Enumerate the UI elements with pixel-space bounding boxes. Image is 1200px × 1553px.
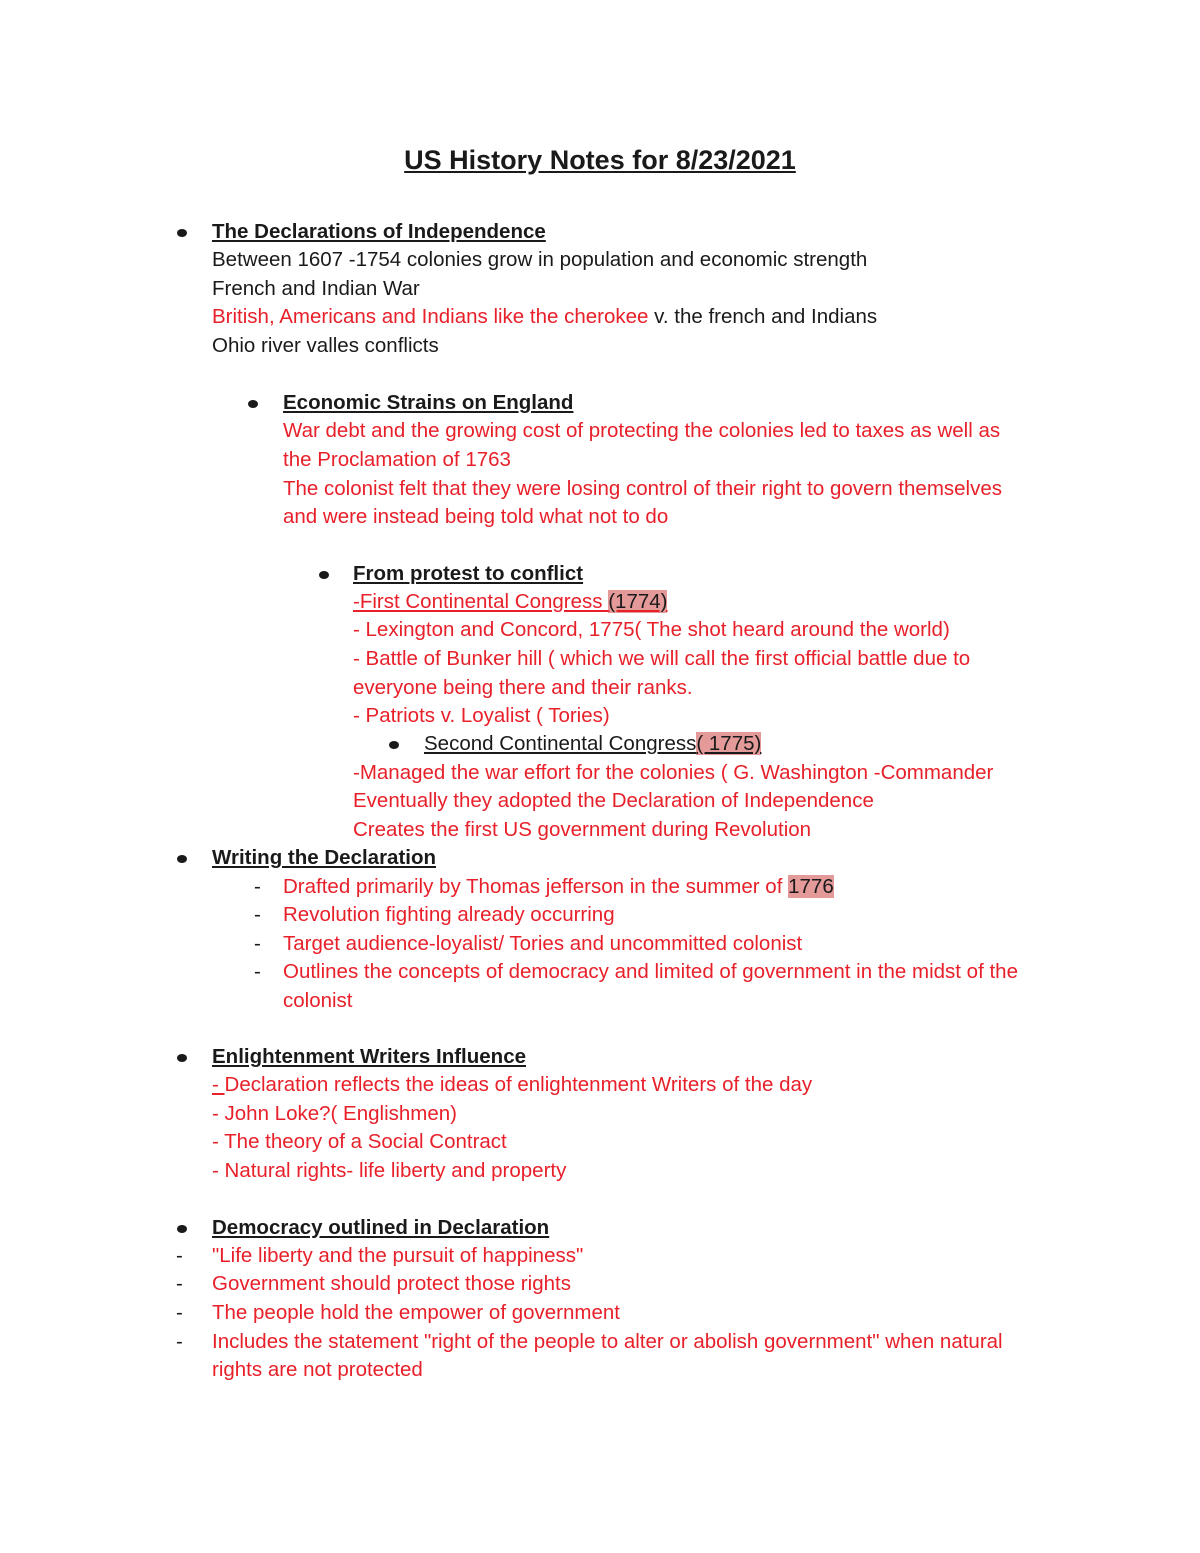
note-line: - Battle of Bunker hill ( which we will call the first official battle due to <box>353 647 971 670</box>
list-item: The people hold the empower of government <box>212 1301 620 1324</box>
note-line <box>424 731 761 757</box>
note-line: Creates the first US government during Revolution <box>353 818 812 841</box>
note-line <box>212 304 877 330</box>
note-line: Eventually they adopted the Declaration of Independence <box>353 789 874 812</box>
list-item-continuation: colonist <box>283 989 353 1012</box>
list-item-continuation: rights are not protected <box>212 1358 423 1381</box>
note-line: -Managed the war effort for the colonies ( G. Washington -Commander <box>353 761 994 784</box>
note-line: and were instead being told what not to do <box>283 505 669 528</box>
dash-marker: - <box>254 960 261 983</box>
note-line <box>353 589 667 615</box>
section-heading-protest-conflict: From protest to conflict <box>353 562 584 585</box>
list-item: Target audience-loyalist/ Tories and uncommitted colonist <box>283 932 803 955</box>
section-heading-enlightenment: Enlightenment Writers Influence <box>212 1045 526 1068</box>
dash-marker: - <box>254 875 261 898</box>
section-heading-economic-strains: Economic Strains on England <box>283 391 574 414</box>
highlight-date: (1774) <box>608 590 668 613</box>
dash-marker: - <box>176 1301 183 1324</box>
note-line: the Proclamation of 1763 <box>283 448 511 471</box>
note-text: - <box>212 1073 225 1096</box>
note-line: French and Indian War <box>212 277 420 300</box>
bullet-icon <box>319 571 329 579</box>
dash-marker: - <box>176 1330 183 1353</box>
note-text: v. the french and Indians <box>648 305 878 328</box>
list-item: Revolution fighting already occurring <box>283 903 615 926</box>
note-line: - Lexington and Concord, 1775( The shot heard around the world) <box>353 618 950 641</box>
dash-marker: - <box>176 1244 183 1267</box>
note-text: Drafted primarily by Thomas jefferson in the summer of <box>283 875 789 898</box>
note-line: The colonist felt that they were losing control of their right to govern themselves <box>283 477 1003 500</box>
bullet-icon <box>177 229 187 237</box>
note-text: -First Continental Congress <box>353 590 609 613</box>
dash-marker: - <box>176 1272 183 1295</box>
list-item: Includes the statement "right of the people to alter or abolish government" when natural <box>212 1330 1003 1353</box>
dash-marker: - <box>254 932 261 955</box>
note-line: - Patriots v. Loyalist ( Tories) <box>353 704 610 727</box>
list-item: Outlines the concepts of democracy and limited of government in the midst of the <box>283 960 1018 983</box>
section-heading-writing: Writing the Declaration <box>212 846 437 869</box>
bullet-icon <box>177 855 187 863</box>
highlight-date: 1776 <box>788 875 834 898</box>
section-heading-democracy: Democracy outlined in Declaration <box>212 1216 550 1239</box>
dash-marker: - <box>254 903 261 926</box>
section-heading-declarations: The Declarations of Independence <box>212 220 546 243</box>
bullet-icon <box>177 1225 187 1233</box>
note-line: - Natural rights- life liberty and property <box>212 1159 567 1182</box>
note-line: - The theory of a Social Contract <box>212 1130 507 1153</box>
bullet-icon <box>389 741 399 749</box>
note-line: War debt and the growing cost of protecting the colonies led to taxes as well as <box>283 419 1001 442</box>
note-line: - John Loke?( Englishmen) <box>212 1102 457 1125</box>
note-line: everyone being there and their ranks. <box>353 676 693 699</box>
list-item: Government should protect those rights <box>212 1272 571 1295</box>
note-text: Second Continental Congress <box>424 732 697 755</box>
note-line: Ohio river valles conflicts <box>212 334 439 357</box>
page-title: US History Notes for 8/23/2021 <box>404 145 796 175</box>
highlight-date: ( 1775) <box>696 732 762 755</box>
list-item: "Life liberty and the pursuit of happiness" <box>212 1244 584 1267</box>
bullet-icon <box>248 400 258 408</box>
bullet-icon <box>177 1054 187 1062</box>
note-line <box>212 1072 812 1098</box>
list-item <box>283 874 834 900</box>
note-text-red: British, Americans and Indians like the cherokee <box>212 305 649 328</box>
note-text: Declaration reflects the ideas of enlightenment Writers of the day <box>224 1073 813 1096</box>
note-line: Between 1607 -1754 colonies grow in population and economic strength <box>212 248 868 271</box>
